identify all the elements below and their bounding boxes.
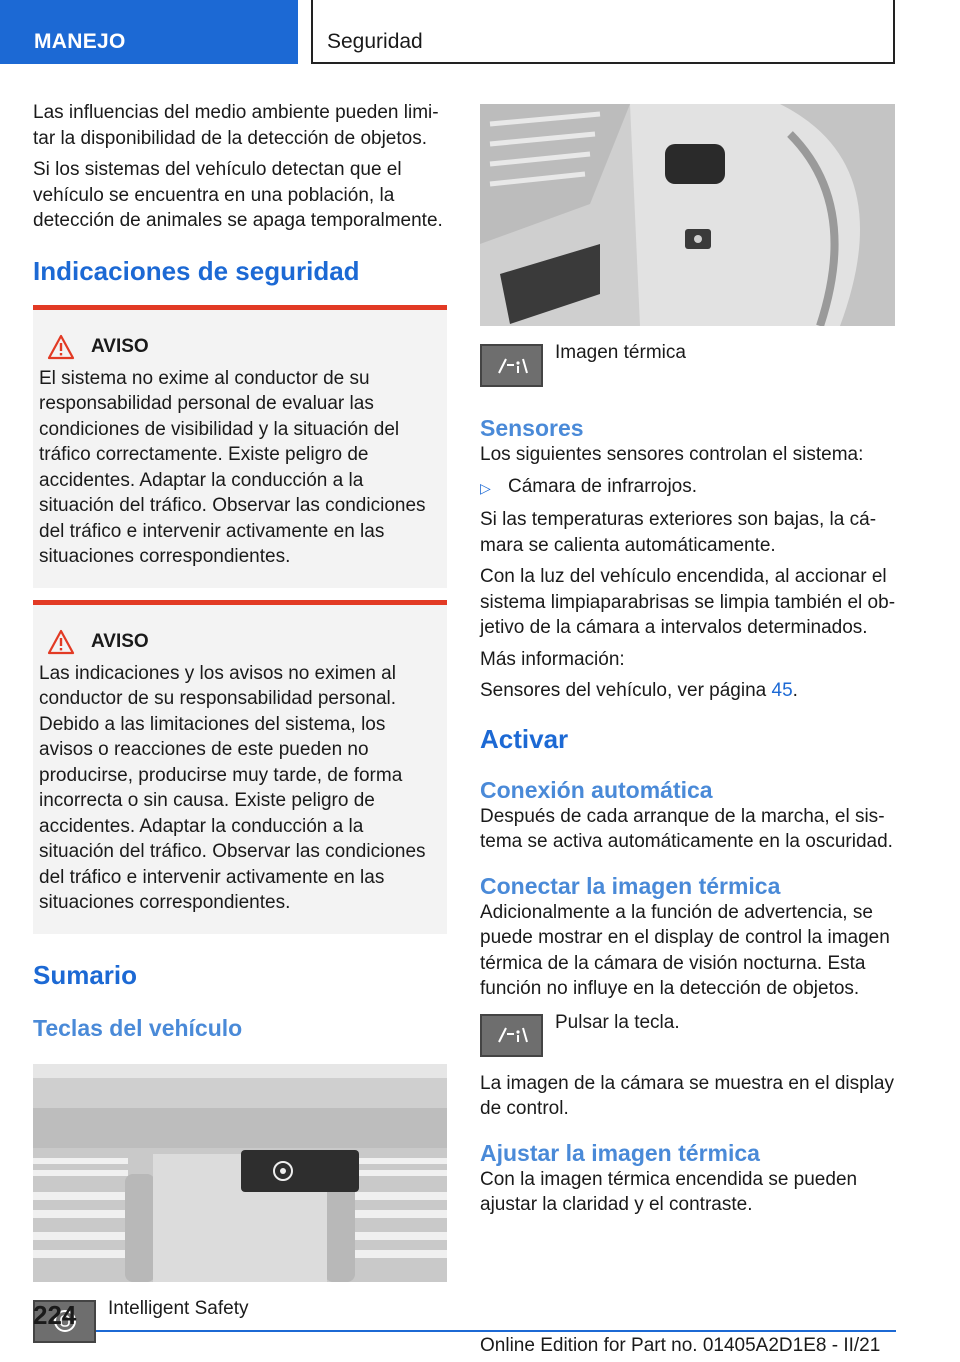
intro-paragraph-2: Si los sistemas del vehículo detectan que el vehículo se encuentra en una población, la detección de animales se apaga temporalmente. xyxy=(33,159,443,231)
press-key-label: Pulsar la tecla. xyxy=(555,1011,680,1033)
thermal-image-label: Imagen térmica xyxy=(555,342,686,363)
reference-text: Sensores del vehículo, ver página xyxy=(480,680,772,701)
bullet-triangle-icon: ▷ xyxy=(480,479,491,496)
heading-teclas: Teclas del vehículo xyxy=(33,1014,243,1041)
heading-ajustar: Ajustar la imagen térmica xyxy=(480,1139,760,1166)
left-column xyxy=(33,100,447,1343)
heading-sumario: Sumario xyxy=(33,959,138,990)
intro-paragraph-1: Las influencias del medio ambiente pueden limitar la disponibilidad de la detección de objetos. xyxy=(33,102,439,149)
heading-conexion: Conexión automática xyxy=(480,776,713,803)
paragraph-conectar: Adicionalmente a la función de advertencia, se puede mostrar en el display de control la imagen térmica de la cámara de visión nocturna. Esta función no influye en la detección de objetos. xyxy=(480,901,890,999)
intelligent-safety-label: Intelligent Safety xyxy=(108,1297,249,1319)
vehicle-buttons-photo xyxy=(33,1064,447,1282)
page-number: 224 xyxy=(33,1300,77,1330)
warning-text: Las indicaciones y los avisos no eximen al conductor de su responsabilidad personal. Debido a las limitaciones del sistema, los avisos o reacciones de este pueden no producirse, producirse muy tarde, de forma incorrecta o sin causa. Existe peligro de accidentes. Adaptar la conducción a la situación del tráfico. Observar las condiciones del tráfico e intervenir activamente en las situaciones correspondientes. xyxy=(39,662,426,913)
intelligent-safety-key xyxy=(33,1297,447,1343)
thermal-image-key xyxy=(480,344,895,387)
heading-sensores: Sensores xyxy=(480,415,584,441)
warning-triangle-icon xyxy=(47,629,75,655)
right-column xyxy=(480,104,895,1224)
heading-activar: Activar xyxy=(480,723,569,754)
sensores-intro: Los siguientes sensores controlan el sistema: xyxy=(480,444,864,465)
paragraph-more-info: Más información: xyxy=(480,648,625,670)
sensor-list-item xyxy=(480,474,895,502)
warning-label: AVISO xyxy=(91,630,149,652)
paragraph-lights: Con la luz del vehículo encendida, al accionar el sistema limpiaparabrisas se limpia también el objetivo de la cámara a intervalos determinados. xyxy=(480,566,896,638)
heading-safety: Indicaciones de seguridad xyxy=(33,255,360,286)
night-vision-icon xyxy=(480,344,543,387)
reference-period: . xyxy=(792,680,798,701)
warning-box-1 xyxy=(33,305,447,588)
page-link[interactable]: 45 xyxy=(771,680,793,701)
warning-triangle-icon xyxy=(47,334,75,360)
paragraph-temperature: Si las temperaturas exteriores son bajas, la cámara se calienta automáticamente. xyxy=(480,509,877,556)
night-vision-icon xyxy=(480,1014,543,1057)
section-tab[interactable]: MANEJO xyxy=(0,0,298,64)
warning-box-2 xyxy=(33,600,447,934)
press-key-row xyxy=(480,1011,895,1057)
warning-label: AVISO xyxy=(91,335,149,357)
heading-conectar: Conectar la imagen térmica xyxy=(480,872,781,899)
steering-area-photo xyxy=(480,104,895,326)
page-title: Seguridad xyxy=(311,0,895,64)
paragraph-display: La imagen de la cámara se muestra en el display de control. xyxy=(480,1072,895,1119)
footer-divider xyxy=(96,1330,896,1332)
paragraph-ajustar: Con la imagen térmica encendida se pueden ajustar la claridad y el contraste. xyxy=(480,1168,858,1215)
paragraph-reference xyxy=(480,678,895,704)
warning-text: El sistema no exime al conductor de su responsabilidad personal de evaluar las condiciones de visibilidad y la situación del tráfico correctamente. Existe peligro de accidentes. Adaptar la conducción a la situación del tráfico. Observar las condiciones del tráfico e intervenir activamente en las situaciones correspondientes. xyxy=(39,367,426,567)
sensor-item-text: Cámara de infrarrojos. xyxy=(508,475,698,497)
footer-edition: Online Edition for Part no. 01405A2D1E8 - II/21 xyxy=(480,1335,881,1356)
paragraph-conexion: Después de cada arranque de la marcha, el sistema se activa automáticamente en la oscuridad. xyxy=(480,805,893,852)
